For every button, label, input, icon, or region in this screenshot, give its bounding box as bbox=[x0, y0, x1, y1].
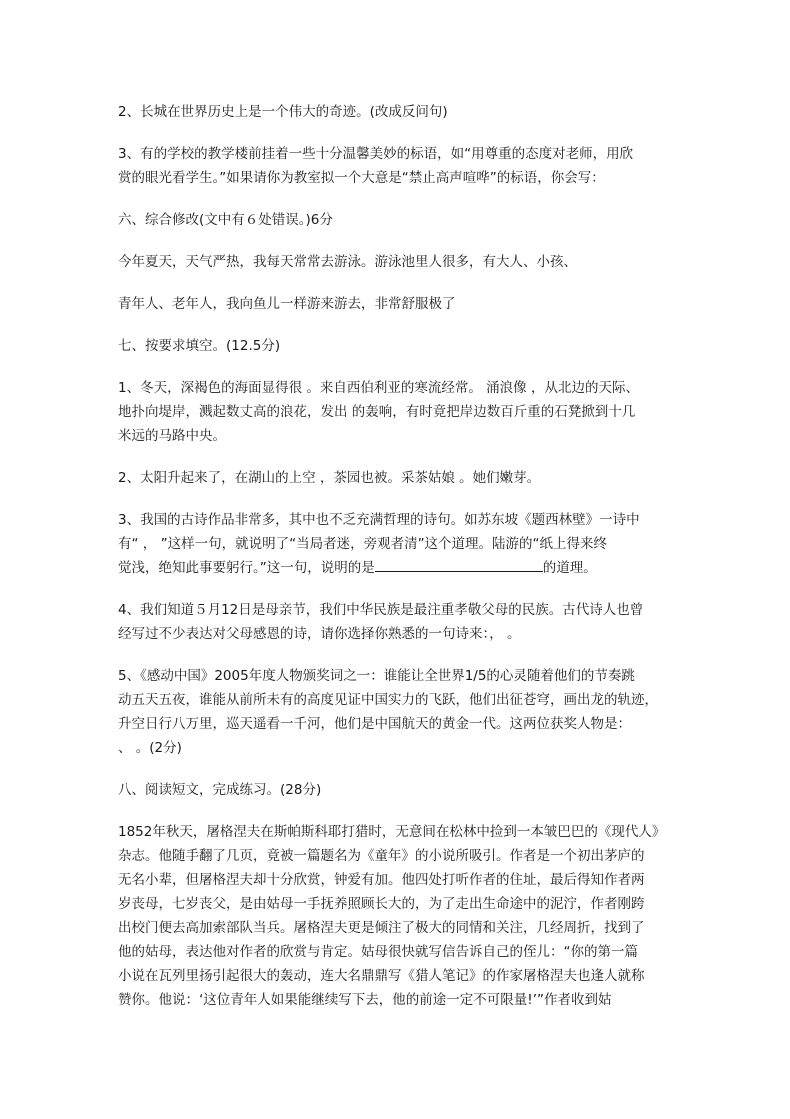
s7-q5-line-4: 、 。(2分) bbox=[118, 740, 182, 756]
s7-q5-line-3: 升空日行八万里，巡天遥看一千河，他们是中国航天的黄金一代。这两位获奖人物是： bbox=[118, 716, 631, 732]
s7-q5-line-1: 5、《感动中国》2005年度人物颁奖词之一：谁能让全世界1/5的心灵随着他们的节奏跳 bbox=[118, 668, 635, 684]
section-7-question-1 bbox=[118, 376, 720, 448]
s7-q3-line-2: 有“ ， ”这样一句，就说明了“当局者迷，旁观者清”这个道理。陆游的“纸上得来终 bbox=[118, 536, 608, 552]
s7-q4-line-1: 4、我们知道５月12日是母亲节，我们中华民族是最注重孝敬父母的民族。古代诗人也曾 bbox=[118, 602, 644, 618]
question-3-line-2: 赏的眼光看学生。”如果请你为教室拟一个大意是“禁止高声喧哗”的标语，你会写： bbox=[118, 170, 605, 186]
section-7-heading: 七、按要求填空。(12.5分) bbox=[118, 338, 281, 354]
section-6-heading: 六、综合修改(文中有６处错误。)6分 bbox=[118, 212, 333, 228]
section-7-question-4 bbox=[118, 598, 720, 646]
passage-line-7: 小说在瓦列里扬引起很大的轰动，连大名鼎鼎写《猎人笔记》的作家屠格涅夫也逢人就称 bbox=[118, 968, 645, 984]
section-7-question-5 bbox=[118, 664, 720, 760]
section-7-question-2: 2、太阳升起来了，在湖山的上空 ，茶园也被。采茶姑娘 。她们嫩芽。 bbox=[118, 470, 541, 486]
s7-q5-line-2: 动五天五夜，谁能从前所未有的高度见证中国实力的飞跃，他们出征苍穹，画出龙的轨迹， bbox=[118, 692, 658, 708]
passage-line-6: 他的姑母，表达他对作者的欣赏与肯定。姑母很快就写信告诉自己的侄儿：“你的第一篇 bbox=[118, 944, 638, 960]
section-7-question-3 bbox=[118, 508, 720, 580]
question-3 bbox=[118, 142, 720, 190]
answer-blank bbox=[375, 557, 543, 572]
reading-passage bbox=[118, 820, 720, 1012]
question-3-line-1: 3、有的学校的教学楼前挂着一些十分温馨美妙的标语，如“用尊重的态度对老师，用欣 bbox=[118, 146, 634, 162]
s7-q1-line-2: 地扑向堤岸，溅起数丈高的浪花，发出 的轰响，有时竟把岸边数百斤重的石凳掀到十几 bbox=[118, 404, 636, 420]
s7-q1-line-1: 1、冬天，深褐色的海面显得很 。来自西伯利亚的寒流经常。 涌浪像 ，从北边的天际、 bbox=[118, 380, 639, 396]
passage-line-5: 出校门便去高加索部队当兵。屠格涅夫更是倾注了极大的同情和关注，几经周折，找到了 bbox=[118, 920, 645, 936]
s7-q3-line-3-text-after: 的道理。 bbox=[542, 560, 597, 576]
passage-line-4: 岁丧母，七岁丧父，是由姑母一手抚养照顾长大的，为了走出生命途中的泥泞，作者刚跨 bbox=[118, 896, 645, 912]
s7-q1-line-3: 米远的马路中央。 bbox=[118, 428, 226, 444]
question-2: 2、长城在世界历史上是一个伟大的奇迹。(改成反问句) bbox=[118, 104, 448, 120]
passage-line-8: 赞你。他说：‘这位青年人如果能继续写下去，他的前途一定不可限量!’”作者收到姑 bbox=[118, 992, 612, 1008]
s7-q3-line-3-text-before: 觉浅，绝知此事要躬行。”这一句，说明的是 bbox=[118, 560, 375, 576]
s7-q3-line-3 bbox=[118, 556, 720, 580]
passage-line-2: 杂志。他随手翻了几页，竟被一篇题名为《童年》的小说所吸引。作者是一个初出茅庐的 bbox=[118, 848, 645, 864]
passage-line-1: 1852年秋天，屠格涅夫在斯帕斯科耶打猎时，无意间在松林中捡到一本皱巴巴的《现代人》 bbox=[118, 824, 666, 840]
section-6-text-line-2: 青年人、老年人，我向鱼儿一样游来游去，非常舒服极了 bbox=[118, 296, 456, 312]
section-6-text-line-1: 今年夏天，天气严热，我每天常常去游泳。游泳池里人很多，有大人、小孩、 bbox=[118, 254, 577, 270]
passage-line-3: 无名小辈，但屠格涅夫却十分欣赏，钟爱有加。他四处打听作者的住址，最后得知作者两 bbox=[118, 872, 645, 888]
s7-q3-line-1: 3、我国的古诗作品非常多，其中也不乏充满哲理的诗句。如苏东坡《题西林壁》一诗中 bbox=[118, 512, 640, 528]
section-8-heading: 八、阅读短文，完成练习。(28分) bbox=[118, 782, 322, 798]
s7-q4-line-2: 经写过不少表达对父母感恩的诗，请你选择你熟悉的一句诗来：， 。 bbox=[118, 626, 521, 642]
